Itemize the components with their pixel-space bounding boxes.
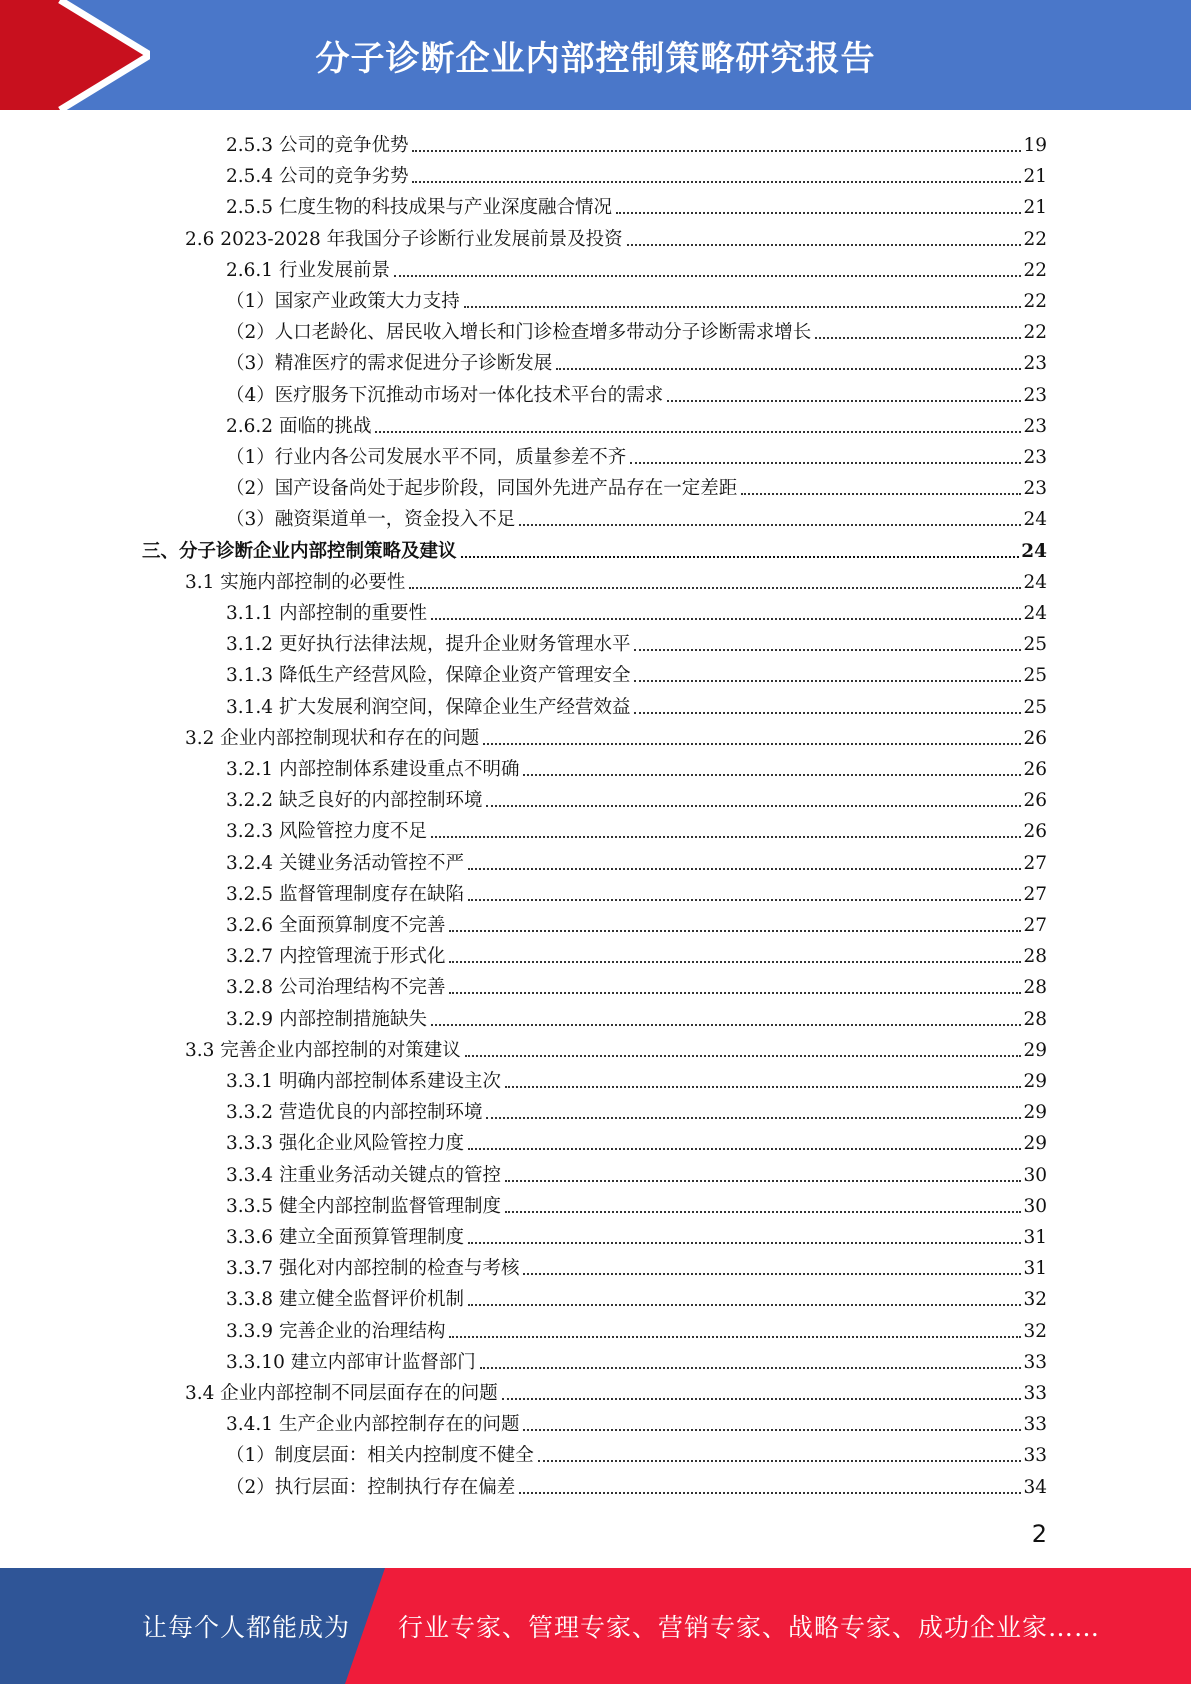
- toc-dot-leader: [412, 181, 1021, 183]
- toc-entry[interactable]: [226, 1281, 1047, 1312]
- toc-entry[interactable]: [226, 938, 1047, 969]
- toc-entry-page: 32: [1023, 1320, 1047, 1342]
- toc-entry-page: 29: [1023, 1133, 1047, 1155]
- toc-entry-page: 26: [1023, 727, 1047, 749]
- toc-entry-page: 26: [1023, 790, 1047, 812]
- toc-entry-label: 3.3.1 明确内部控制体系建设主次: [226, 1071, 501, 1092]
- toc-entry-page: 24: [1023, 509, 1047, 531]
- toc-entry[interactable]: [226, 782, 1047, 813]
- page-number: 2: [1031, 1520, 1047, 1548]
- toc-entry-label: （3）精准医疗的需求促进分子诊断发展: [226, 353, 553, 375]
- header-arrow-decoration: [0, 0, 150, 110]
- toc-entry[interactable]: [142, 533, 1047, 564]
- toc-entry-page: 33: [1023, 1383, 1047, 1404]
- toc-entry-label: 3.1.1 内部控制的重要性: [226, 603, 427, 624]
- toc-entry-page: 22: [1023, 228, 1047, 250]
- toc-dot-leader: [480, 1367, 1022, 1369]
- toc-dot-leader: [505, 1211, 1021, 1213]
- toc-dot-leader: [523, 1273, 1021, 1275]
- toc-entry[interactable]: [185, 720, 1047, 751]
- toc-entry-label: 2.5.5 仁度生物的科技成果与产业深度融合情况: [226, 197, 612, 219]
- toc-entry-page: 30: [1023, 1164, 1047, 1186]
- page-footer: [0, 1568, 1191, 1684]
- toc-entry-page: 22: [1023, 322, 1047, 344]
- toc-dot-leader: [431, 836, 1021, 838]
- toc-entry-page: 31: [1023, 1258, 1047, 1280]
- toc-entry-label: 3.4.1 生产企业内部控制存在的问题: [226, 1414, 520, 1436]
- toc-entry-label: 3.4 企业内部控制不同层面存在的问题: [185, 1383, 498, 1404]
- toc-entry-label: 三、分子诊断企业内部控制策略及建议: [142, 540, 457, 562]
- toc-dot-leader: [468, 1242, 1021, 1244]
- toc-dot-leader: [634, 680, 1021, 682]
- toc-entry[interactable]: [226, 189, 1047, 220]
- toc-entry-label: 3.2 企业内部控制现状和存在的问题: [185, 727, 480, 749]
- toc-entry[interactable]: [226, 1063, 1047, 1094]
- toc-entry-label: 3.3.6 建立全面预算管理制度: [226, 1227, 464, 1248]
- toc-entry-label: 2.6 2023-2028 年我国分子诊断行业发展前景及投资: [185, 228, 623, 250]
- toc-entry[interactable]: [226, 1437, 1047, 1468]
- toc-entry[interactable]: [185, 564, 1047, 595]
- toc-dot-leader: [412, 150, 1021, 152]
- toc-dot-leader: [741, 493, 1021, 495]
- toc-dot-leader: [815, 337, 1021, 339]
- toc-entry-page: 26: [1023, 821, 1047, 843]
- toc-dot-leader: [449, 961, 1021, 963]
- toc-dot-leader: [556, 368, 1021, 370]
- toc-entry[interactable]: [226, 1125, 1047, 1156]
- toc-dot-leader: [634, 712, 1021, 714]
- toc-dot-leader: [486, 1117, 1021, 1119]
- toc-entry[interactable]: [226, 283, 1047, 314]
- toc-entry[interactable]: [226, 127, 1047, 158]
- toc-entry-page: 33: [1023, 1351, 1047, 1373]
- toc-dot-leader: [468, 868, 1021, 870]
- toc-entry-label: 3.3.4 注重业务活动关键点的管控: [226, 1164, 501, 1186]
- toc-entry-page: 27: [1023, 883, 1047, 905]
- toc-dot-leader: [464, 306, 1022, 308]
- toc-entry[interactable]: [226, 1157, 1047, 1188]
- toc-entry-label: 3.2.2 缺乏良好的内部控制环境: [226, 790, 483, 812]
- toc-entry-label: 2.5.3 公司的竞争优势: [226, 135, 409, 156]
- toc-entry[interactable]: [226, 876, 1047, 907]
- toc-entry[interactable]: [226, 439, 1047, 470]
- toc-dot-leader: [431, 618, 1021, 620]
- toc-entry[interactable]: [226, 314, 1047, 345]
- toc-entry-label: 3.2.8 公司治理结构不完善: [226, 977, 446, 999]
- toc-entry[interactable]: [226, 689, 1047, 720]
- toc-entry-label: 3.2.3 风险管控力度不足: [226, 821, 427, 843]
- page-header: [0, 0, 1191, 110]
- toc-entry-page: 23: [1023, 447, 1047, 468]
- toc-entry-label: （2）国产设备尚处于起步阶段，同国外先进产品存在一定差距: [226, 478, 738, 500]
- toc-dot-leader: [519, 1492, 1021, 1494]
- toc-entry-label: 3.3.8 建立健全监督评价机制: [226, 1289, 464, 1311]
- toc-entry-page: 29: [1023, 1102, 1047, 1124]
- toc-entry-label: （2）人口老龄化、居民收入增长和门诊检查增多带动分子诊断需求增长: [226, 322, 812, 344]
- toc-dot-leader: [667, 400, 1021, 402]
- toc-entry-page: 25: [1023, 696, 1047, 718]
- toc-entry-label: 2.6.1 行业发展前景: [226, 259, 390, 281]
- toc-entry-label: 3.2.4 关键业务活动管控不严: [226, 852, 464, 874]
- toc-dot-leader: [449, 992, 1021, 994]
- footer-slogan-left: 让每个人都能成为: [142, 1613, 351, 1642]
- toc-entry[interactable]: [226, 1406, 1047, 1437]
- toc-entry-page: 24: [1021, 540, 1047, 562]
- toc-dot-leader: [538, 1460, 1022, 1462]
- toc-entry[interactable]: [226, 657, 1047, 688]
- toc-entry[interactable]: [226, 501, 1047, 532]
- toc-dot-leader: [465, 1055, 1022, 1057]
- toc-entry-label: 3.2.9 内部控制措施缺失: [226, 1008, 427, 1030]
- toc-entry[interactable]: [226, 907, 1047, 938]
- toc-dot-leader: [409, 587, 1021, 589]
- toc-entry-label: 3.3.5 健全内部控制监督管理制度: [226, 1195, 501, 1217]
- toc-entry-page: 26: [1023, 759, 1047, 780]
- toc-dot-leader: [519, 524, 1021, 526]
- toc-entry[interactable]: [226, 377, 1047, 408]
- toc-entry-page: 25: [1023, 665, 1047, 687]
- toc-entry-page: 24: [1023, 603, 1047, 624]
- toc-entry-label: （2）执行层面：控制执行存在偏差: [226, 1476, 516, 1498]
- toc-entry-page: 32: [1023, 1289, 1047, 1311]
- toc-entry-page: 23: [1023, 353, 1047, 375]
- toc-entry-label: 3.3.3 强化企业风险管控力度: [226, 1133, 464, 1155]
- toc-entry-page: 24: [1023, 571, 1047, 593]
- toc-entry[interactable]: [185, 1375, 1047, 1406]
- toc-entry-label: （1）国家产业政策大力支持: [226, 291, 460, 312]
- header-title: 分子诊断企业内部控制策略研究报告: [315, 38, 876, 79]
- toc-entry[interactable]: [226, 751, 1047, 782]
- toc-dot-leader: [461, 556, 1020, 558]
- toc-dot-leader: [468, 899, 1021, 901]
- toc-entry[interactable]: [226, 845, 1047, 876]
- toc-entry-page: 29: [1023, 1039, 1047, 1061]
- toc-entry-page: 27: [1023, 915, 1047, 936]
- toc-dot-leader: [468, 1304, 1021, 1306]
- toc-dot-leader: [468, 1148, 1021, 1150]
- toc-entry[interactable]: [226, 969, 1047, 1000]
- toc-dot-leader: [502, 1398, 1022, 1400]
- toc-dot-leader: [394, 275, 1021, 277]
- toc-entry-page: 23: [1023, 478, 1047, 500]
- toc-entry-label: 3.3.10 建立内部审计监督部门: [226, 1351, 476, 1373]
- toc-entry-page: 29: [1023, 1071, 1047, 1092]
- toc-entry-label: （4）医疗服务下沉推动市场对一体化技术平台的需求: [226, 384, 664, 406]
- toc-entry-page: 33: [1023, 1445, 1047, 1467]
- toc-dot-leader: [630, 462, 1021, 464]
- toc-entry-label: 3.1.3 降低生产经营风险，保障企业资产管理安全: [226, 665, 631, 687]
- toc-entry[interactable]: [226, 345, 1047, 376]
- toc-entry-label: 3.1.4 扩大发展利润空间，保障企业生产经营效益: [226, 696, 631, 718]
- toc-entry-page: 19: [1023, 135, 1047, 156]
- toc-entry-label: 3.2.5 监督管理制度存在缺陷: [226, 883, 464, 905]
- toc-entry-label: 3.3.9 完善企业的治理结构: [226, 1320, 446, 1342]
- toc-entry-label: 3.2.7 内控管理流于形式化: [226, 946, 446, 968]
- toc-entry-page: 25: [1023, 634, 1047, 656]
- toc-entry-page: 33: [1023, 1414, 1047, 1436]
- toc-entry-page: 27: [1023, 852, 1047, 874]
- toc-entry-page: 28: [1023, 1008, 1047, 1030]
- toc-entry[interactable]: [226, 252, 1047, 283]
- toc-dot-leader: [523, 774, 1021, 776]
- toc-entry-label: （3）融资渠道单一，资金投入不足: [226, 509, 516, 531]
- toc-entry[interactable]: [226, 1344, 1047, 1375]
- toc-entry-label: 2.6.2 面临的挑战: [226, 415, 372, 437]
- toc-entry[interactable]: [226, 1469, 1047, 1500]
- toc-entry[interactable]: [226, 595, 1047, 626]
- toc-entry[interactable]: [226, 626, 1047, 657]
- toc-entry-label: （1）制度层面：相关内控制度不健全: [226, 1445, 534, 1467]
- toc-entry-page: 31: [1023, 1227, 1047, 1248]
- toc-dot-leader: [483, 743, 1021, 745]
- toc-entry[interactable]: [226, 1188, 1047, 1219]
- toc-dot-leader: [627, 244, 1022, 246]
- toc-dot-leader: [523, 1429, 1021, 1431]
- toc-dot-leader: [375, 431, 1021, 433]
- toc-entry[interactable]: [226, 1094, 1047, 1125]
- toc-entry[interactable]: [226, 813, 1047, 844]
- toc-entry-label: 2.5.4 公司的竞争劣势: [226, 166, 409, 188]
- toc-dot-leader: [616, 212, 1021, 214]
- toc-entry-label: 3.3.7 强化对内部控制的检查与考核: [226, 1258, 520, 1280]
- footer-slogan-right: 行业专家、管理专家、营销专家、战略专家、成功企业家……: [398, 1613, 1101, 1642]
- toc-entry-page: 22: [1023, 291, 1047, 312]
- toc-entry-label: 3.3.2 营造优良的内部控制环境: [226, 1102, 483, 1124]
- toc-entry[interactable]: [226, 1001, 1047, 1032]
- toc-entry[interactable]: [185, 1032, 1047, 1063]
- toc-entry[interactable]: [226, 1219, 1047, 1250]
- toc-entry[interactable]: [185, 221, 1047, 252]
- toc-entry[interactable]: [226, 408, 1047, 439]
- toc-entry-label: 3.2.6 全面预算制度不完善: [226, 915, 446, 936]
- toc-entry-label: 3.3 完善企业内部控制的对策建议: [185, 1039, 461, 1061]
- toc-entry-page: 34: [1023, 1476, 1047, 1498]
- toc-entry[interactable]: [226, 1250, 1047, 1281]
- toc-dot-leader: [431, 1024, 1021, 1026]
- toc-entry-page: 28: [1023, 977, 1047, 999]
- toc-entry-label: 3.1.2 更好执行法律法规，提升企业财务管理水平: [226, 634, 631, 656]
- toc-entry-page: 21: [1023, 197, 1047, 219]
- toc-entry-label: 3.2.1 内部控制体系建设重点不明确: [226, 759, 520, 780]
- toc-entry-page: 30: [1023, 1195, 1047, 1217]
- toc-dot-leader: [449, 930, 1021, 932]
- toc-entry-page: 22: [1023, 259, 1047, 281]
- toc-entry-page: 23: [1023, 384, 1047, 406]
- toc-dot-leader: [486, 805, 1021, 807]
- toc-dot-leader: [505, 1086, 1021, 1088]
- toc-entry[interactable]: [226, 470, 1047, 501]
- toc-dot-leader: [449, 1336, 1021, 1338]
- toc-dot-leader: [634, 649, 1021, 651]
- toc-dot-leader: [505, 1180, 1021, 1182]
- toc-entry[interactable]: [226, 158, 1047, 189]
- toc-entry-page: 23: [1023, 415, 1047, 437]
- toc-entry-page: 28: [1023, 946, 1047, 968]
- toc-entry-page: 21: [1023, 166, 1047, 188]
- toc-entry[interactable]: [226, 1313, 1047, 1344]
- toc-entry-label: 3.1 实施内部控制的必要性: [185, 571, 406, 593]
- toc-entry-label: （1）行业内各公司发展水平不同，质量参差不齐: [226, 447, 627, 468]
